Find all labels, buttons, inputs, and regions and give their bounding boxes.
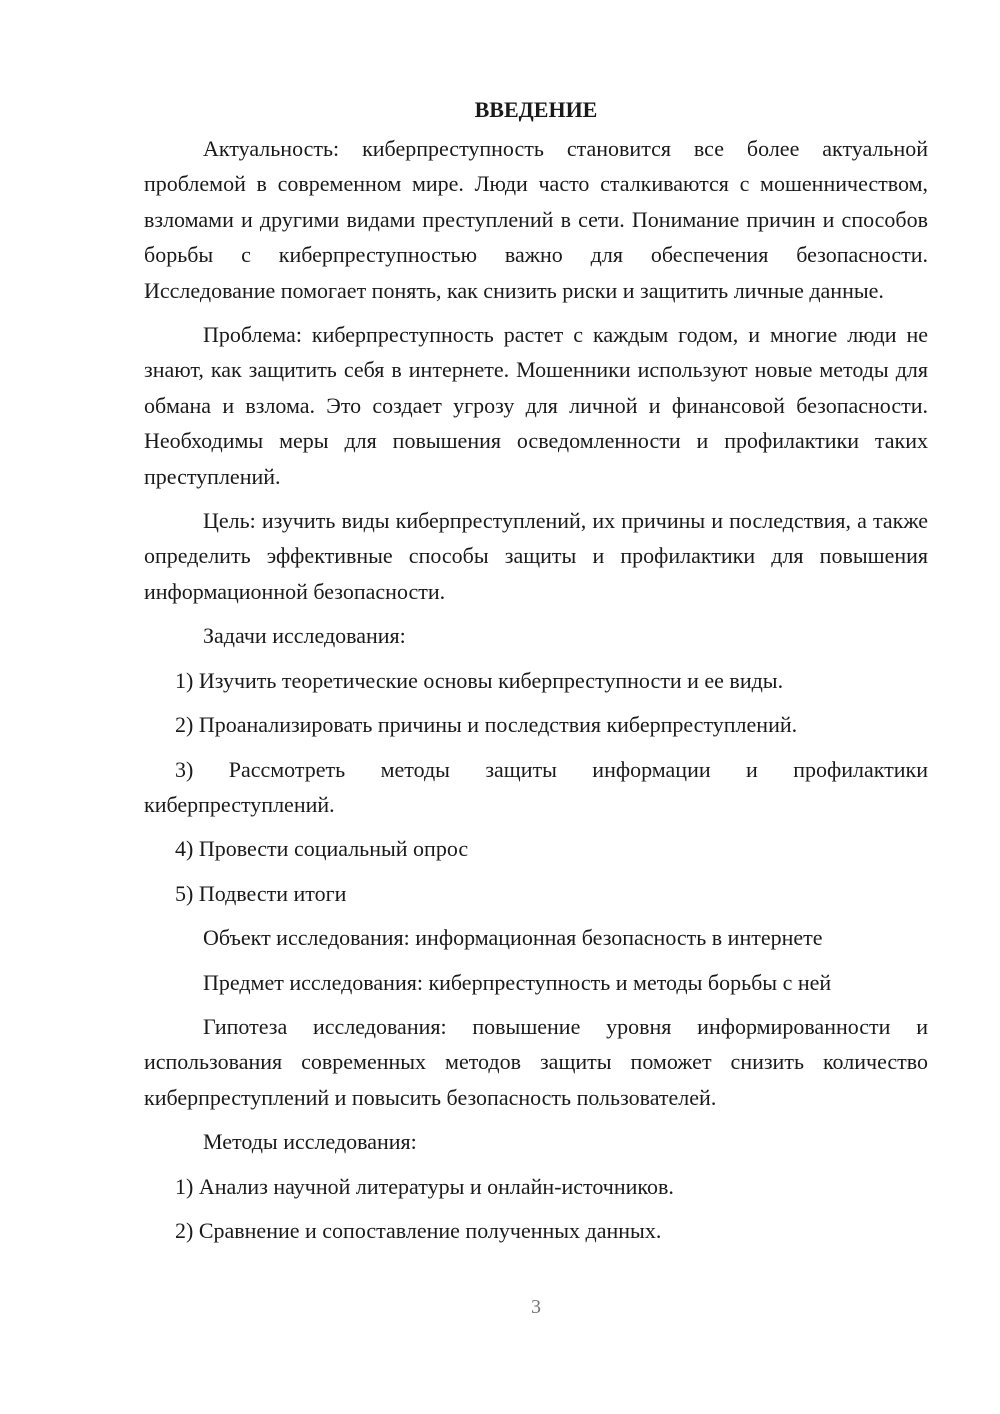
method-item: 2) Сравнение и сопоставление полученных данных.	[175, 1217, 662, 1243]
methods-heading: Методы исследования:	[203, 1129, 417, 1155]
task-item: 5) Подвести итоги	[175, 880, 347, 906]
task-item: 1) Изучить теоретические основы киберпреступности и ее виды.	[175, 667, 784, 693]
subject-paragraph: Предмет исследования: киберпреступность и методы борьбы с ней	[203, 969, 832, 995]
method-item: 1) Анализ научной литературы и онлайн-источников.	[175, 1173, 674, 1199]
task-item: 4) Провести социальный опрос	[175, 836, 469, 862]
object-paragraph: Объект исследования: информационная безопасность в интернете	[203, 925, 823, 951]
task-item: 2) Проанализировать причины и последствия киберпреступлений.	[175, 712, 798, 738]
task-item: 3) Рассмотреть методы защиты информации и профилактики киберпреступлений.	[144, 756, 928, 817]
section-title: ВВЕДЕНИЕ	[474, 97, 598, 122]
hypothesis-paragraph: Гипотеза исследования: повышение уровня информированности и использования современных методов защиты поможет снизить количество киберпреступлений и повысить безопасность пользователей.	[144, 1013, 928, 1110]
problem-paragraph: Проблема: киберпреступность растет с каждым годом, и многие люди не знают, как защитить себя в интернете. Мошенники используют новые методы для обмана и взлома. Это создает угрозу для личной и финансовой безопасности. Необходимы меры для повышения осведомленности и профилактики таких преступлений.	[144, 322, 928, 489]
goal-paragraph: Цель: изучить виды киберпреступлений, их причины и последствия, а также определить эффективные способы защиты и профилактики для повышения информационной безопасности.	[144, 508, 928, 604]
page-number: 3	[531, 1296, 541, 1318]
tasks-heading: Задачи исследования:	[203, 623, 406, 649]
relevance-paragraph: Актуальность: киберпреступность становится все более актуальной проблемой в современном мире. Люди часто сталкиваются с мошенничеством, взломами и другими видами преступлений в сети. Понимание причин и способов борьбы с киберпреступностью важно для обеспечения безопасности. Исследование помогает понять, как снизить риски и защитить личные данные.	[144, 136, 928, 303]
